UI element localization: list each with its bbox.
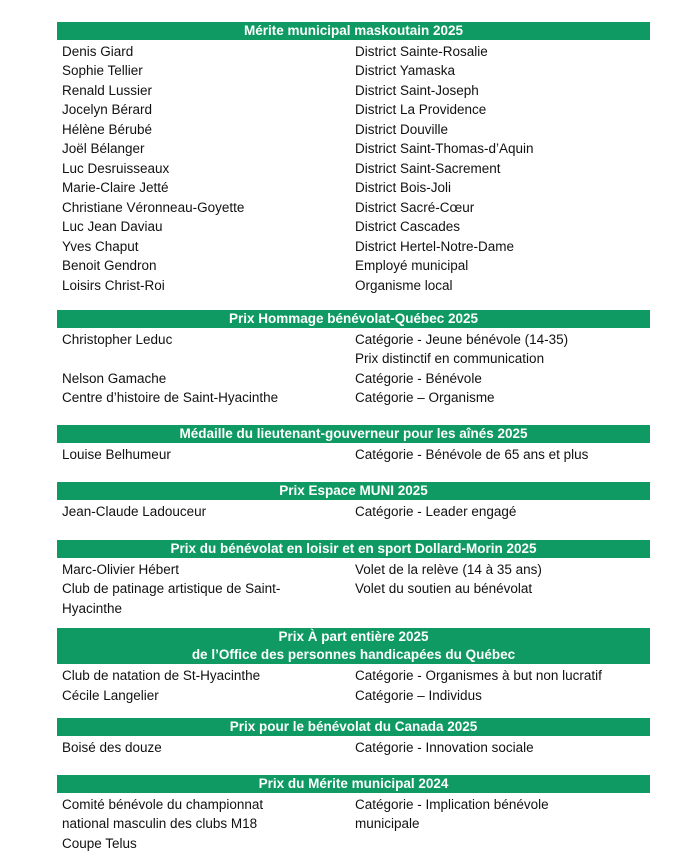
section-rows xyxy=(57,558,650,619)
section-header xyxy=(57,540,650,558)
recipient-name: Marc-Olivier Hébert xyxy=(62,561,180,577)
recipient-name: Club de patinage artistique de Saint-Hyacinthe xyxy=(62,581,281,616)
recipient-name: Joël Bélanger xyxy=(62,141,145,156)
section-merite-municipal-2024 xyxy=(57,775,650,853)
section-rows xyxy=(57,328,650,408)
award-detail: District Yamaska xyxy=(355,63,456,78)
table-row xyxy=(57,81,650,101)
award-detail: Employé municipal xyxy=(355,258,469,273)
section-title: Médaille du lieutenant-gouverneur pour les aînés 2025 xyxy=(179,426,528,441)
section-rows xyxy=(57,664,650,705)
recipient-name: Luc Desruisseaux xyxy=(62,160,170,176)
section-title: Prix Hommage bénévolat-Québec 2025 xyxy=(228,311,479,326)
section-rows xyxy=(57,443,650,465)
recipient-name: Christiane Véronneau-Goyette xyxy=(62,199,245,215)
section-hommage-benevolat xyxy=(57,310,650,408)
award-detail: Catégorie - Bénévole de 65 ans et plus xyxy=(355,446,589,462)
section-dollard-morin xyxy=(57,540,650,618)
section-header xyxy=(57,22,650,40)
section-header xyxy=(57,310,650,328)
recipient-name: Jean-Claude Ladouceur xyxy=(62,503,207,519)
award-detail: District Saint-Thomas-d’Aquin xyxy=(355,141,534,156)
award-detail: District Sainte-Rosalie xyxy=(355,43,488,59)
table-row xyxy=(57,686,650,706)
recipient-name: Boisé des douze xyxy=(62,739,162,755)
award-detail: District Bois-Joli xyxy=(355,180,452,195)
recipient-name: Centre d’histoire de Saint-Hyacinthe xyxy=(62,390,279,405)
section-title-line2: de l’Office des personnes handicapées du Québec xyxy=(191,647,516,662)
recipient-name: Cécile Langelier xyxy=(62,687,159,703)
section-benevolat-canada xyxy=(57,718,650,757)
section-title: Prix Espace MUNI 2025 xyxy=(279,483,428,498)
recipient-name: Benoit Gendron xyxy=(62,258,157,273)
recipient-name: Sophie Tellier xyxy=(62,63,143,78)
award-detail: Catégorie - Leader engagé xyxy=(355,503,517,519)
table-row xyxy=(57,276,650,296)
table-row xyxy=(57,217,650,237)
section-title: Prix du bénévolat en loisir et en sport Dollard-Morin 2025 xyxy=(170,541,537,556)
recipient-name: Hélène Bérubé xyxy=(62,121,153,137)
recipient-name: Denis Giard xyxy=(62,43,134,59)
section-merite-maskoutain xyxy=(57,22,650,295)
table-row xyxy=(57,198,650,218)
section-rows xyxy=(57,793,650,854)
section-medaille-lieutenant-gouverneur xyxy=(57,425,650,464)
award-detail: Catégorie - Innovation sociale xyxy=(355,739,534,755)
award-detail: District Saint-Sacrement xyxy=(355,160,501,176)
table-row xyxy=(57,579,650,618)
award-detail: Catégorie - Organismes à but non lucratif xyxy=(355,668,602,683)
table-row xyxy=(57,369,650,389)
award-detail: District Sacré-Cœur xyxy=(355,199,475,215)
section-title: Prix pour le bénévolat du Canada 2025 xyxy=(229,719,478,734)
table-row xyxy=(57,237,650,257)
award-detail: Catégorie - Implication bénévole municipale xyxy=(355,796,549,831)
table-row xyxy=(57,349,650,369)
section-rows xyxy=(57,40,650,296)
recipient-name: Louise Belhumeur xyxy=(62,446,171,462)
recipient-name: Marie-Claire Jetté xyxy=(62,180,169,195)
section-title: Prix À part entière 2025 xyxy=(278,629,429,644)
award-detail: Volet du soutien au bénévolat xyxy=(355,581,533,596)
award-detail: Catégorie – Organisme xyxy=(355,390,495,405)
award-detail: Catégorie - Bénévole xyxy=(355,370,482,386)
section-a-part-entiere xyxy=(57,628,650,705)
award-detail: District Hertel-Notre-Dame xyxy=(355,238,515,254)
table-row xyxy=(57,178,650,198)
section-rows xyxy=(57,500,650,522)
table-row xyxy=(57,100,650,120)
section-title: Prix du Mérite municipal 2024 xyxy=(258,776,449,791)
recipient-name: Christopher Leduc xyxy=(62,331,173,347)
table-row xyxy=(57,42,650,62)
award-detail: District Saint-Joseph xyxy=(355,82,479,98)
section-header xyxy=(57,425,650,443)
section-rows xyxy=(57,736,650,758)
recipient-name: Loisirs Christ-Roi xyxy=(62,277,165,293)
award-detail: Catégorie – Individus xyxy=(355,687,482,703)
award-detail: District Cascades xyxy=(355,219,461,234)
section-header xyxy=(57,775,650,793)
table-row xyxy=(57,330,650,350)
section-header xyxy=(57,628,650,664)
table-row xyxy=(57,159,650,179)
section-title: Mérite municipal maskoutain 2025 xyxy=(243,23,464,38)
recipient-name: Yves Chaput xyxy=(62,238,139,254)
table-row xyxy=(57,445,650,465)
table-row xyxy=(57,139,650,159)
award-detail: Organisme local xyxy=(355,277,453,293)
award-detail: District Douville xyxy=(355,121,449,137)
recipient-name: Luc Jean Daviau xyxy=(62,219,163,234)
table-row xyxy=(57,502,650,522)
recipient-name: Comité bénévole du championnat national masculin des clubs M18 Coupe Telus xyxy=(62,796,264,851)
recipient-name: Renald Lussier xyxy=(62,82,153,98)
recipient-name: Club de natation de St-Hyacinthe xyxy=(62,668,261,683)
section-header xyxy=(57,482,650,500)
table-row xyxy=(57,61,650,81)
table-row xyxy=(57,256,650,276)
recipient-name: Nelson Gamache xyxy=(62,370,167,386)
award-detail: Catégorie - Jeune bénévole (14-35) xyxy=(355,331,569,347)
award-detail: Volet de la relève (14 à 35 ans) xyxy=(355,561,542,577)
recipient-name: Jocelyn Bérard xyxy=(62,102,153,117)
table-row xyxy=(57,560,650,580)
table-row xyxy=(57,738,650,758)
table-row xyxy=(57,795,650,854)
award-detail: Prix distinctif en communication xyxy=(355,351,545,366)
section-header xyxy=(57,718,650,736)
section-espace-muni xyxy=(57,482,650,521)
award-detail: District La Providence xyxy=(355,102,487,117)
table-row xyxy=(57,120,650,140)
table-row xyxy=(57,666,650,686)
table-row xyxy=(57,388,650,408)
